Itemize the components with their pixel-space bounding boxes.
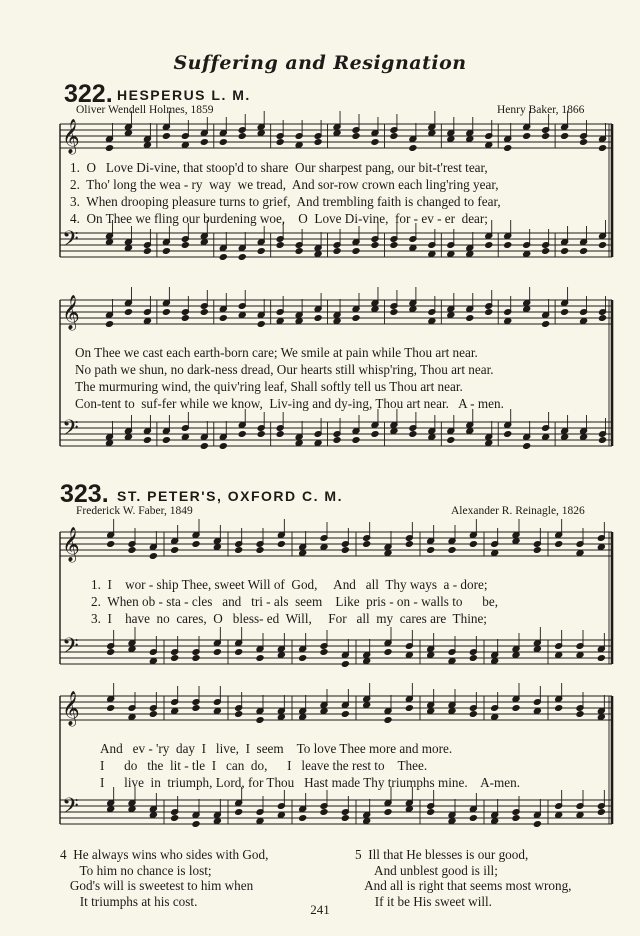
note-head [561, 309, 569, 316]
note-head [384, 550, 392, 557]
note-head [124, 434, 132, 441]
note-head [257, 431, 265, 438]
stanza-line: And unblest good is ill; [355, 862, 498, 878]
note-head [504, 431, 512, 438]
note-head [427, 809, 435, 816]
note-head [171, 815, 179, 822]
note-head [597, 809, 605, 816]
note-head [235, 809, 243, 816]
note-head [533, 547, 541, 554]
note-head [219, 315, 227, 322]
hymn-322-verse3-refrain: The murmuring wind, the quiv'ring leaf, Shall softly tell us Thou art near. [75, 379, 463, 394]
note-head [314, 440, 322, 447]
note-head [409, 245, 417, 252]
hymn-323-verse2-line: 2. When ob - sta - cles and tri - als seem Like pris - on - walls to be, [91, 594, 499, 609]
stanza-line: 5 Ill that He blesses is our good, [355, 847, 529, 862]
note-head [504, 242, 512, 249]
note-head [181, 142, 189, 149]
note-head [466, 136, 474, 143]
note-head [256, 655, 264, 662]
note-head [333, 248, 341, 255]
note-head [219, 443, 227, 450]
note-head [235, 649, 243, 656]
note-head [276, 431, 284, 438]
note-head [491, 550, 499, 557]
note-head [599, 437, 607, 444]
note-head [219, 254, 227, 261]
hymn-323-verse3-line: 3. I have no cares, O bless- ed Will, For all my cares are Thine; [91, 611, 487, 626]
stanza-line: If it be His sweet will. [355, 893, 492, 909]
note-head [523, 306, 531, 313]
note-head [504, 318, 512, 325]
note-head [256, 818, 264, 825]
note-head [276, 318, 284, 325]
note-head [533, 708, 541, 715]
note-head [504, 145, 512, 152]
note-head [128, 806, 136, 813]
hymn-323-composer: Alexander R. Reinagle, 1826 [451, 505, 585, 517]
note-head [299, 655, 307, 662]
hymn-322-composer: Henry Baker, 1866 [497, 104, 585, 116]
treble-clef-icon: 𝄞 [62, 119, 80, 154]
note-head [390, 242, 398, 249]
note-head [576, 812, 584, 819]
note-head [428, 434, 436, 441]
note-head [299, 550, 307, 557]
note-head [333, 437, 341, 444]
hymn-323-author: Frederick W. Faber, 1849 [76, 505, 193, 517]
note-head [314, 139, 322, 146]
note-head [320, 649, 328, 656]
note-head [200, 139, 208, 146]
note-head [341, 711, 349, 718]
treble-clef-icon: 𝄞 [62, 527, 80, 562]
note-head [555, 705, 563, 712]
note-head [542, 248, 550, 255]
note-head [105, 440, 113, 447]
note-head [555, 652, 563, 659]
note-head [390, 309, 398, 316]
note-head [428, 251, 436, 258]
note-head [149, 658, 157, 665]
note-head [143, 248, 151, 255]
note-head [295, 318, 303, 325]
note-head [238, 254, 246, 261]
note-head [277, 812, 285, 819]
note-head [428, 130, 436, 137]
note-head [192, 655, 200, 662]
hymn-323-verse1-ending: And ev - 'ry day I live, I seem To love Thee more and more. [100, 741, 453, 756]
note-head [466, 428, 474, 435]
note-head [213, 544, 221, 551]
note-head [542, 321, 550, 328]
note-head [162, 133, 170, 140]
note-head [341, 661, 349, 668]
note-head [107, 705, 115, 712]
note-head [466, 315, 474, 322]
hymn-322-number: 322. [64, 80, 113, 108]
note-head [448, 708, 456, 715]
note-head [523, 443, 531, 450]
treble-clef-icon: 𝄞 [62, 295, 80, 330]
note-head [363, 702, 371, 709]
note-head [200, 443, 208, 450]
note-head [257, 321, 265, 328]
note-head [314, 315, 322, 322]
note-head [277, 652, 285, 659]
note-head [390, 133, 398, 140]
note-head [599, 242, 607, 249]
stanza-line: And all is right that seems most wrong, [355, 878, 572, 893]
note-head [143, 437, 151, 444]
note-head [576, 550, 584, 557]
note-head [105, 321, 113, 328]
note-head [384, 649, 392, 656]
note-head [447, 136, 455, 143]
hymn-322-verse2-line: 2. Tho' long the wea - ry way we tread, And sor-row crown each ling'ring year, [70, 177, 499, 192]
note-head [469, 815, 477, 822]
note-head [314, 251, 322, 258]
note-head [427, 652, 435, 659]
note-head [341, 547, 349, 554]
note-head [469, 711, 477, 718]
note-head [371, 431, 379, 438]
note-head [491, 714, 499, 721]
note-head [213, 708, 221, 715]
note-head [277, 541, 285, 548]
note-head [352, 248, 360, 255]
note-head [181, 242, 189, 249]
note-head [371, 242, 379, 249]
hymn-322-verse3-line: 3. When drooping pleasure turns to grief, And trembling faith is changed to fear, [70, 194, 501, 209]
note-head [580, 434, 588, 441]
note-head [405, 652, 413, 659]
note-head [363, 541, 371, 548]
note-head [320, 708, 328, 715]
note-head [256, 717, 264, 724]
note-head [561, 248, 569, 255]
note-head [107, 806, 115, 813]
note-head [561, 434, 569, 441]
hymn-323-tune-name: ST. PETER'S, OXFORD C. M. [117, 488, 343, 504]
note-head [276, 242, 284, 249]
note-head [256, 547, 264, 554]
bass-clef-icon: 𝄢 [62, 794, 79, 824]
note-head [341, 815, 349, 822]
note-head [192, 821, 200, 828]
note-head [219, 139, 227, 146]
note-head [405, 541, 413, 548]
note-head [213, 649, 221, 656]
note-head [352, 315, 360, 322]
note-head [466, 251, 474, 258]
note-head [192, 705, 200, 712]
note-head [533, 821, 541, 828]
note-head [352, 437, 360, 444]
note-head [235, 711, 243, 718]
note-head [491, 658, 499, 665]
note-head [105, 239, 113, 246]
note-head [200, 239, 208, 246]
note-head [523, 133, 531, 140]
note-head [384, 717, 392, 724]
stanza-line: It triumphs at his cost. [60, 893, 198, 909]
note-head [599, 315, 607, 322]
note-head [447, 312, 455, 319]
hymn-323-number: 323. [60, 480, 109, 508]
note-head [599, 145, 607, 152]
note-head [162, 437, 170, 444]
note-head [580, 248, 588, 255]
note-head [277, 714, 285, 721]
note-head [523, 251, 531, 258]
note-head [542, 133, 550, 140]
note-head [107, 541, 115, 548]
bass-clef-icon: 𝄢 [62, 227, 79, 257]
note-head [576, 711, 584, 718]
note-head [427, 547, 435, 554]
note-head [363, 658, 371, 665]
note-head [485, 242, 493, 249]
note-head [105, 145, 113, 152]
note-head [149, 553, 157, 560]
note-head [257, 248, 265, 255]
note-head [561, 133, 569, 140]
hymn-322-verse1-refrain: On Thee we cast each earth-born care; We smile at pain while Thou art near. [75, 345, 478, 360]
hymn-323-verse3-ending: I live in triumph, Lord, for Thou Hast made Thy triumphs mine. A-men. [100, 775, 520, 790]
note-head [295, 440, 303, 447]
note-head [149, 812, 157, 819]
bass-clef-icon: 𝄢 [62, 634, 79, 664]
note-head [409, 306, 417, 313]
note-head [213, 818, 221, 825]
note-head [181, 434, 189, 441]
note-head [485, 309, 493, 316]
note-head [238, 431, 246, 438]
stanza-line: To him no chance is lost; [60, 862, 212, 878]
note-head [371, 306, 379, 313]
note-head [149, 711, 157, 718]
hymn-323-verse1-line: 1. I wor - ship Thee, sweet Will of God, And all Thy ways a - dore; [91, 577, 488, 592]
bass-clef-icon: 𝄢 [62, 416, 79, 446]
note-head [555, 812, 563, 819]
note-head [597, 714, 605, 721]
note-head [124, 130, 132, 137]
note-head [320, 809, 328, 816]
note-head [363, 818, 371, 825]
note-head [171, 547, 179, 554]
note-head [299, 714, 307, 721]
note-head [491, 818, 499, 825]
note-head [162, 248, 170, 255]
note-head [448, 818, 456, 825]
note-head [384, 809, 392, 816]
note-head [512, 815, 520, 822]
note-head [107, 649, 115, 656]
note-head [124, 245, 132, 252]
treble-clef-icon: 𝄞 [62, 691, 80, 726]
note-head [276, 139, 284, 146]
note-head [448, 547, 456, 554]
note-head [447, 437, 455, 444]
note-head [352, 133, 360, 140]
note-head [238, 133, 246, 140]
note-head [448, 658, 456, 665]
note-head [181, 315, 189, 322]
stanza-line: God's will is sweetest to him when [60, 878, 254, 893]
note-head [390, 428, 398, 435]
note-head [485, 440, 493, 447]
note-head [295, 248, 303, 255]
note-head [405, 806, 413, 813]
note-head [299, 815, 307, 822]
note-head [580, 318, 588, 325]
note-head [143, 318, 151, 325]
note-head [428, 318, 436, 325]
note-head [143, 142, 151, 149]
hymn-322-verse4-line: 4. On Thee we fling our burdening woe, O Love Di-vine, for - ev - er dear; [70, 211, 488, 226]
note-head [238, 312, 246, 319]
note-head [469, 655, 477, 662]
note-head [427, 708, 435, 715]
hymn-323-verse2-ending: I do the lit - tle I can do, I leave the rest to Thee. [100, 758, 428, 773]
note-head [405, 705, 413, 712]
section-title: Suffering and Resignation [173, 52, 467, 74]
note-head [597, 655, 605, 662]
note-head [124, 309, 132, 316]
note-head [333, 130, 341, 137]
note-head [469, 541, 477, 548]
note-head [512, 705, 520, 712]
note-head [512, 538, 520, 545]
hymn-322-tune-name: HESPERUS L. M. [117, 87, 251, 103]
note-head [192, 541, 200, 548]
note-head [171, 655, 179, 662]
note-head [597, 544, 605, 551]
note-head [555, 541, 563, 548]
note-head [128, 547, 136, 554]
hymn-322-verse1-line: 1. O Love Di-vine, that stoop'd to share Our sharpest pang, our bit-t'rest tear, [70, 160, 488, 175]
note-head [485, 142, 493, 149]
note-head [295, 142, 303, 149]
hymn-322-author: Oliver Wendell Holmes, 1859 [76, 104, 214, 116]
note-head [542, 434, 550, 441]
note-head [371, 139, 379, 146]
hymn-322-verse4-refrain: Con-tent to suf-fer while we know, Liv-ing and dy-ing, Thou art near. A - men. [75, 396, 504, 411]
note-head [200, 309, 208, 316]
note-head [333, 318, 341, 325]
note-head [257, 130, 265, 137]
note-head [409, 145, 417, 152]
note-head [128, 646, 136, 653]
hymn-322-verse2-refrain: No path we shun, no dark-ness dread, Our hearts still whisp'ring, Thou art near. [75, 362, 494, 377]
note-head [533, 646, 541, 653]
note-head [171, 708, 179, 715]
note-head [235, 547, 243, 554]
note-head [447, 251, 455, 258]
stanza-line: 4 He always wins who sides with God, [60, 847, 269, 862]
note-head [512, 652, 520, 659]
note-head [162, 309, 170, 316]
note-head [409, 431, 417, 438]
note-head [576, 652, 584, 659]
note-head [320, 544, 328, 551]
note-head [128, 714, 136, 721]
note-head [580, 139, 588, 146]
page-number: 241 [310, 902, 330, 917]
